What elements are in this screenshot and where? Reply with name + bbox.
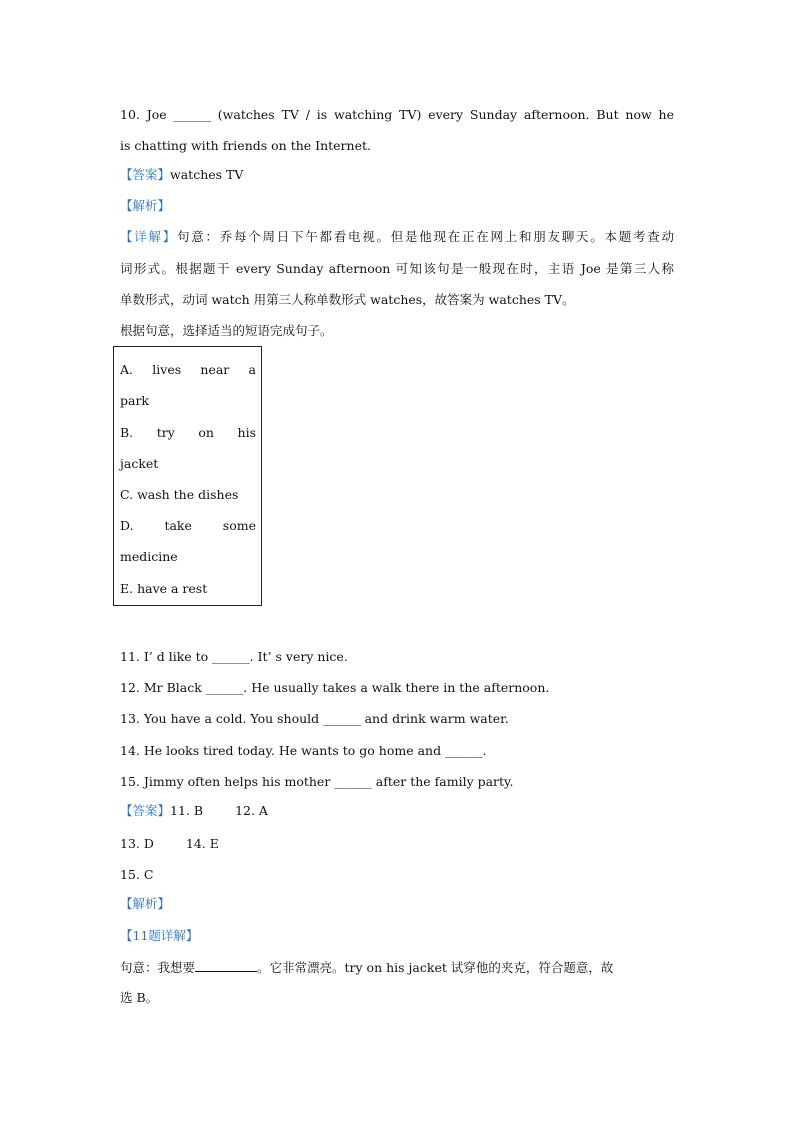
q10-detail-line2: 词形式。根据题干 every Sunday afternoon 可知该句是一般现在时，主语 Joe 是第三人称	[120, 261, 674, 276]
answers-row-1	[120, 803, 268, 819]
answers-row-2	[120, 836, 219, 852]
option-b-line2: jacket	[120, 456, 159, 471]
q10-analysis-tag: 【解析】	[120, 198, 171, 213]
option-d-line1: D. take some	[120, 518, 256, 533]
q10-detail-line1	[120, 229, 674, 245]
q10-text-line1: 10. Joe ______ (watches TV / is watching TV) every Sunday afternoon. But now he	[120, 107, 674, 122]
answer-11: 11. B	[170, 803, 204, 818]
detail-tag: 【详解】	[120, 229, 177, 244]
question-11: 11. I’ d like to ______. It’ s very nice.	[120, 649, 348, 664]
option-a-line1: A. lives near a	[120, 362, 256, 377]
q10-detail-text1: 句意：乔每个周日下午都看电视。但是他现在正在网上和朋友聊天。本题考查动	[177, 229, 674, 244]
q10-text-line2: is chatting with friends on the Internet.	[120, 138, 371, 153]
section-instruction: 根据句意，选择适当的短语完成句子。	[120, 323, 333, 338]
fill-blank	[195, 959, 257, 972]
q11-detail-post: 。它非常漂亮。try on his jacket 试穿他的夹克，符合题意，故	[257, 960, 614, 975]
option-d-line2: medicine	[120, 549, 178, 564]
question-12: 12. Mr Black ______. He usually takes a walk there in the afternoon.	[120, 680, 550, 695]
question-15: 15. Jimmy often helps his mother ______ after the family party.	[120, 774, 514, 789]
q10-answer	[120, 167, 243, 183]
answer-12: 12. A	[235, 803, 268, 818]
answer-14: 14. E	[185, 836, 219, 851]
q11-detail-tag: 【11题详解】	[120, 928, 199, 943]
option-b-line1: B. try on his	[120, 425, 256, 440]
analysis-tag: 【解析】	[120, 896, 171, 911]
option-e: E. have a rest	[120, 581, 208, 596]
options-box	[113, 346, 262, 606]
answers-tag: 【答案】	[120, 803, 171, 818]
answer-13: 13. D	[120, 836, 154, 851]
option-a-line2: park	[120, 393, 150, 408]
q10-answer-value: watches TV	[170, 167, 244, 182]
q10-detail-line3: 单数形式，动词 watch 用第三人称单数形式 watches，故答案为 watches TV。	[120, 292, 575, 307]
q11-detail-line1	[120, 959, 613, 976]
question-14: 14. He looks tired today. He wants to go home and ______.	[120, 743, 487, 758]
answer-15: 15. C	[120, 867, 154, 882]
q11-detail-pre: 句意：我想要	[120, 960, 196, 975]
option-c: C. wash the dishes	[120, 487, 239, 502]
question-13: 13. You have a cold. You should ______ and drink warm water.	[120, 711, 509, 726]
q11-detail-line2: 选 B。	[120, 990, 159, 1005]
answer-tag: 【答案】	[120, 167, 171, 182]
